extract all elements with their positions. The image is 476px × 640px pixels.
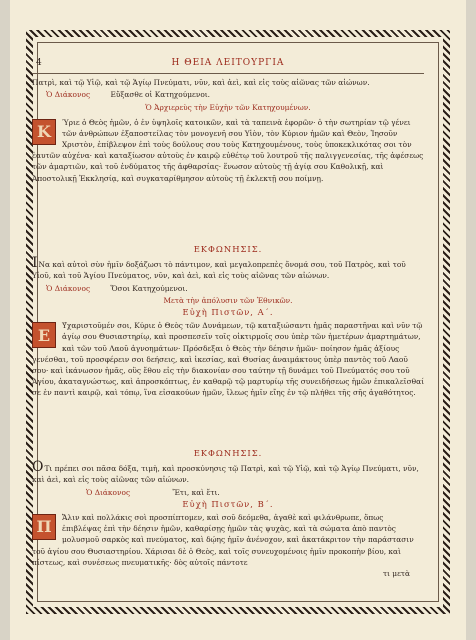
ekphonesis-initial-2: Ο	[32, 459, 44, 476]
after-departure-rubric: Μετὰ τὴν ἀπόλυσιν τῶν Ἐθνικῶν.	[163, 295, 293, 305]
prayer-3-text: Ἄλιν καὶ πολλάκις σοὶ προσπίπτομεν, καὶ σοῦ δεόμεθα, ἀγαθὲ καὶ φιλάνθρωπε, ὅπως ἐπιβλέψας ἐπὶ τὴν δέησιν ἡμῶν, καθαρίσῃς ἡμῶν τὰς ψυχὰς, καὶ τὰ σώματα ἀπὸ παντὸς μολυσμοῦ σαρκὸς καὶ πνεύματος, καὶ δῴης ἡμῖν ἀνένοχον, καὶ ἀκατάκριτον τὴν παράστασιν τοῦ ἁγίου σου Θυσιαστηρίου. Χάρισαι δὲ ὁ Θεὸς, καὶ τοῖς συνευχομένοις ἡμῖν προκοπὴν βίου, καὶ πίστεως, καὶ συνέσεως πνευματικῆς· δὸς αὐτοῖς πάντοτε	[32, 513, 414, 567]
page-header	[32, 58, 424, 72]
intro-line: Πατρὶ, καὶ τῷ Υἱῷ, καὶ τῷ Ἁγίῳ Πνεύματι, νῦν, καὶ ἀεὶ, καὶ εἰς τοὺς αἰῶνας τῶν αἰώνων.	[32, 78, 370, 87]
page-number: 4	[36, 58, 42, 68]
deacon-text-1: Εὔξασθε οἱ Κατηχούμενοι.	[110, 90, 211, 100]
deacon-line-3	[32, 487, 424, 498]
deacon-rubric-2: Ὁ Διάκονος	[46, 283, 91, 293]
deacon-text-3: Ἔτι, καὶ ἔτι.	[172, 487, 220, 497]
text-block-1	[32, 77, 424, 184]
catchword: τι μετὰ	[382, 569, 410, 579]
prayer-2	[32, 320, 424, 398]
deacon-rubric-1: Ὁ Διάκονος	[46, 90, 91, 100]
ekphonesis-heading-1: ΕΚΦΩΝΗΣΙΣ.	[193, 244, 263, 254]
deacon-rubric-3: Ὁ Διάκονος	[86, 487, 131, 497]
ekphonesis-heading-2: ΕΚΦΩΝΗΣΙΣ.	[193, 448, 263, 458]
ekphonesis-body-1: Να καὶ αὐτοὶ σὺν ἡμῖν δοξάζωσι τὸ πάντιμον, καὶ μεγαλοπρεπὲς ὄνομά σου, τοῦ Πατρὸς, καὶ τοῦ Υἱοῦ, καὶ τοῦ Ἁγίου Πνεύματος, νῦν, καὶ ἀεὶ, καὶ εἰς τοὺς αἰῶνας τῶν αἰώνων.	[32, 260, 406, 281]
header-rule	[32, 73, 424, 74]
prayer-title: Ὁ Ἀρχιερεὺς τὴν Εὐχὴν τῶν Κατηχουμένων.	[145, 103, 311, 113]
prayer-1	[32, 117, 424, 184]
deacon-line-2	[32, 283, 424, 294]
illuminated-initial-3: Π	[32, 514, 56, 540]
prayer-b-title: Εὐχὴ Πιστῶν, Β΄.	[182, 498, 274, 509]
prayer-3	[32, 512, 424, 568]
text-block-3	[32, 448, 424, 579]
deacon-text-2: Ὅσοι Κατηχούμενοι.	[110, 283, 188, 293]
running-title: Η ΘΕΙΑ ΛΕΙΤΟΥΡΓΙΑ	[171, 58, 285, 68]
deacon-line-1	[32, 89, 424, 100]
prayer-1-text: Ύριε ὁ Θεὸς ἡμῶν, ὁ ἐν ὑψηλοῖς κατοικῶν, καὶ τὰ ταπεινὰ ἐφορῶν· ὁ τὴν σωτηρίαν τῷ γένει τῶν ἀνθρώπων ἐξαποστείλας τὸν μονογενῆ σου Υἱὸν, τὸν Κύριον ἡμῶν καὶ Θεὸν, Ἰησοῦν Χριστὸν, ἐπίβλεψον ἐπὶ τοὺς δούλους σου τοὺς Κατηχουμένους, τοὺς ὑποκεκλικότας σοι τὸν ἑαυτῶν αὐχένα· καὶ καταξίωσον αὐτοὺς ἐν καιρῷ εὐθέτῳ τοῦ λουτροῦ τῆς παλιγγενεσίας, τῆς ἀφέσεως τῶν ἁμαρτιῶν, καὶ τοῦ ἐνδύματος τῆς ἀφθαρσίας· ἕνωσον αὐτοὺς τῇ ἁγίᾳ σου Καθολικῇ, καὶ Ἀποστολικῇ Ἐκκλησίᾳ, καὶ συγκαταρίθμησον αὐτοὺς τῇ ἐκλεκτῇ σου ποίμνῃ.	[32, 117, 424, 183]
text-block-2	[32, 244, 424, 399]
illuminated-initial-1: Κ	[32, 119, 56, 145]
prayer-2-text: Υ̓χαριστοῦμέν σοι, Κύριε ὁ Θεὸς τῶν Δυνάμεων, τῷ καταξιώσαντι ἡμᾶς παραστῆναι καὶ νῦν τῷ ἁγίῳ σου Θυσιαστηρίῳ, καὶ προσπεσεῖν τοῖς οἰκτιρμοῖς σου ὑπὲρ τῶν ἡμετέρων ἁμαρτημάτων, καὶ τῶν τοῦ Λαοῦ ἀγνοημάτων· Πρόσδεξαι ὁ Θεὸς τὴν δέησιν ἡμῶν· ποίησον ἡμᾶς ἀξίους γενέσθαι, τοῦ προσφέρειν σοι δεήσεις, καὶ ἱκεσίας, καὶ Θυσίας ἀναιμάκτους ὑπὲρ παντὸς τοῦ Λαοῦ σου· καὶ ἱκάνωσον ἡμᾶς, οὓς ἔθου εἰς τὴν διακονίαν σου ταύτην τῇ δυνάμει τοῦ Πνεύματός σου τοῦ Ἁγίου, ἀκαταγνώστως, καὶ ἀπροσκόπτως, ἐν καθαρῷ τῷ μαρτυρίῳ τῆς συνειδήσεως ἡμῶν ἐπικαλεῖσθαί σε ἐν παντὶ καιρῷ, καὶ τόπῳ, ἵνα εἰσακούων ἡμῶν, ἵλεως ἡμῖν εἴης ἐν τῷ πλήθει τῆς σῆς ἀγαθότητος.	[32, 321, 424, 398]
ekphonesis-body-2: Τι πρέπει σοι πᾶσα δόξα, τιμὴ, καὶ προσκύνησις τῷ Πατρὶ, καὶ τῷ Υἱῷ, καὶ τῷ Ἁγίῳ Πνεύματι, νῦν, καὶ ἀεὶ, καὶ εἰς τοὺς αἰῶνας τῶν αἰώνων.	[32, 464, 419, 485]
prayer-a-title: Εὐχὴ Πιστῶν, Α΄.	[182, 307, 274, 318]
ekphonesis-text-2	[32, 461, 424, 485]
illuminated-initial-2: Ε	[32, 322, 56, 348]
ekphonesis-initial-1: Ι	[32, 255, 38, 272]
ekphonesis-text-1	[32, 257, 424, 281]
